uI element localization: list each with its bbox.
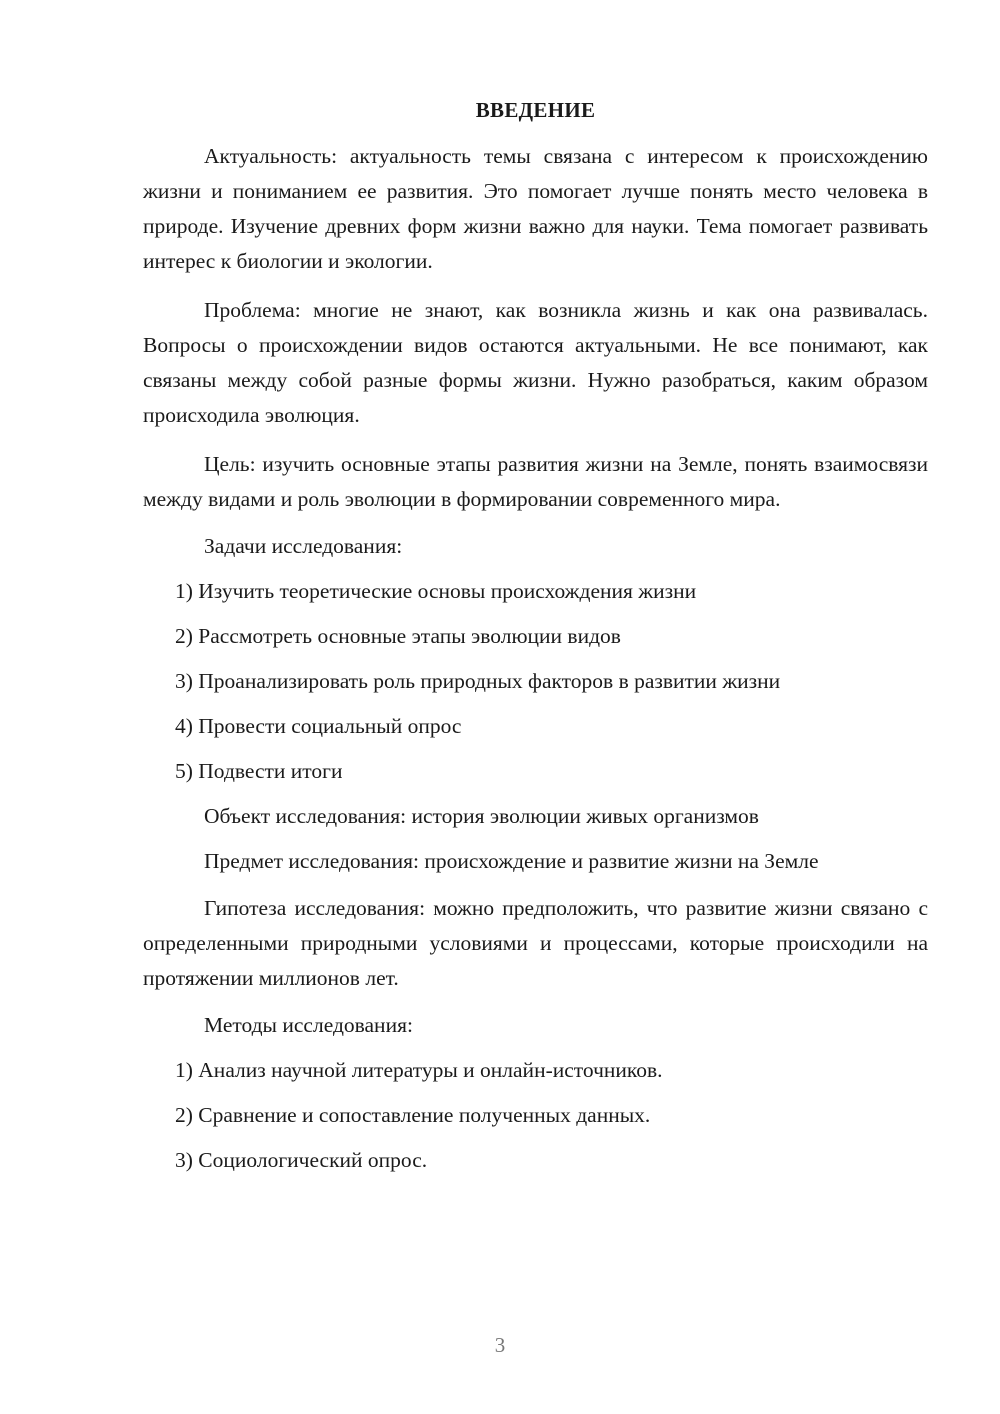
page-title: ВВЕДЕНИЕ [475, 98, 596, 122]
tasks-label: Задачи исследования: [204, 534, 403, 558]
task-item: 4) Провести социальный опрос [175, 714, 462, 738]
hypothesis-paragraph: Гипотеза исследования: можно предположить, что развитие жизни связано с определенными природными условиями и процессами, которые происходили на протяжении миллионов лет. [143, 896, 928, 990]
research-object: Объект исследования: история эволюции живых организмов [204, 804, 759, 828]
relevance-paragraph: Актуальность: актуальность темы связана с интересом к происхождению жизни и пониманием ее развития. Это помогает лучше понять место человека в природе. Изучение древних форм жизни важно для науки. Тема помогает развивать интерес к биологии и экологии. [143, 144, 928, 273]
research-subject: Предмет исследования: происхождение и развитие жизни на Земле [204, 849, 819, 873]
task-item: 5) Подвести итоги [175, 759, 343, 783]
goal-paragraph: Цель: изучить основные этапы развития жизни на Земле, понять взаимосвязи между видами и роль эволюции в формировании современного мира. [143, 452, 928, 511]
task-item: 3) Проанализировать роль природных факторов в развитии жизни [175, 669, 781, 693]
page-number: 3 [494, 1333, 506, 1357]
task-item: 1) Изучить теоретические основы происхождения жизни [175, 579, 697, 603]
methods-label: Методы исследования: [204, 1013, 413, 1037]
task-item: 2) Рассмотреть основные этапы эволюции видов [175, 624, 621, 648]
method-item: 3) Социологический опрос. [175, 1148, 428, 1172]
method-item: 1) Анализ научной литературы и онлайн-источников. [175, 1058, 663, 1082]
method-item: 2) Сравнение и сопоставление полученных данных. [175, 1103, 651, 1127]
problem-paragraph: Проблема: многие не знают, как возникла жизнь и как она развивалась. Вопросы о происхождении видов остаются актуальными. Не все понимают, как связаны между собой разные формы жизни. Нужно разобраться, каким образом происходила эволюция. [143, 298, 928, 427]
